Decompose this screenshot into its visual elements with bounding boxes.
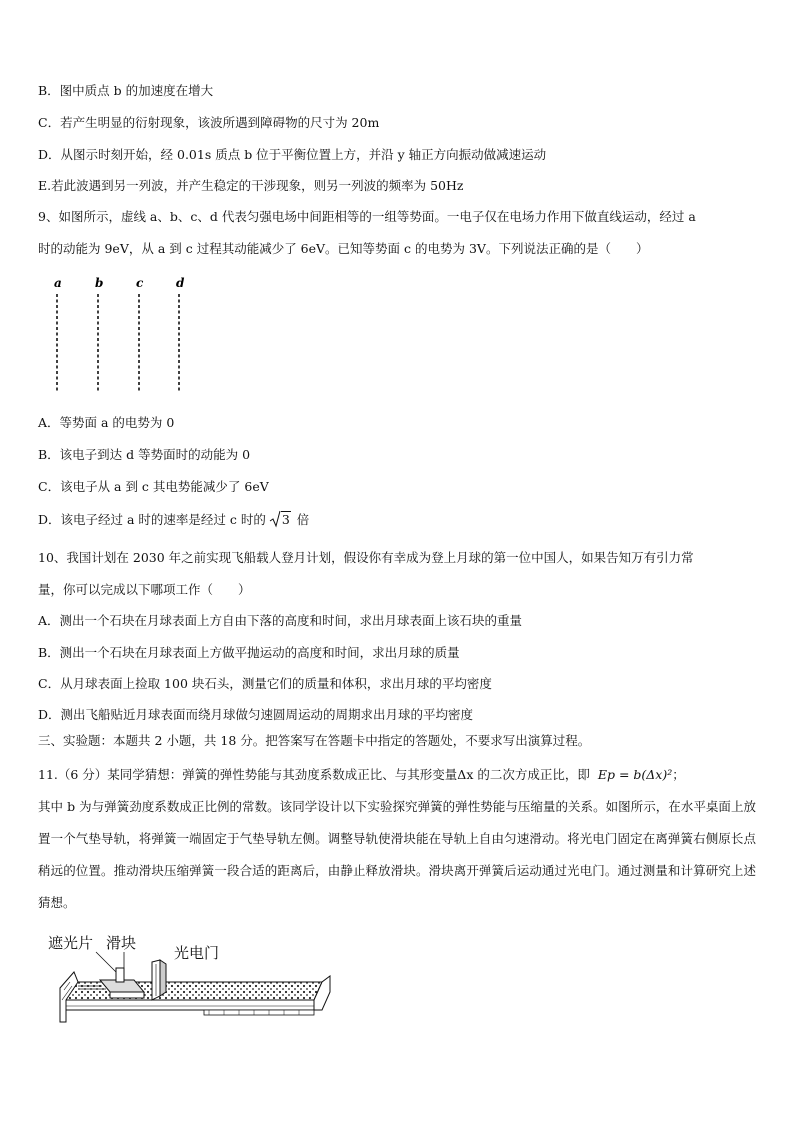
gate-label: 光电门 bbox=[174, 944, 220, 962]
q11-line1-end: ； bbox=[672, 767, 685, 782]
q9-option-d-text: D．该电子经过 a 时的速率是经过 c 时的 bbox=[38, 512, 266, 527]
q9-stem-line1: 9、如图所示，虚线 a、b、c、d 代表匀强电场中间距相等的一组等势面。一电子仅在电场力作用下做直线运动，经过 a bbox=[38, 209, 696, 224]
label-a: a bbox=[54, 276, 62, 290]
label-b: b bbox=[95, 276, 104, 290]
q9-stem-line2: 时的动能为 9eV，从 a 到 c 过程其动能减少了 6eV。已知等势面 c 的电势为 3V。下列说法正确的是（ ） bbox=[38, 241, 649, 256]
air-track-figure bbox=[44, 930, 344, 1030]
label-d: d bbox=[176, 276, 185, 290]
label-c: c bbox=[136, 276, 144, 290]
sqrt-radicand: 3 bbox=[281, 512, 290, 527]
q11-line1-text: 11.（6 分）某同学猜想：弹簧的弹性势能与其劲度系数成正比、与其形变量Δx 的二次方成正比，即 bbox=[38, 767, 590, 782]
q8-option-c: C．若产生明显的衍射现象，该波所遇到障碍物的尺寸为 20m bbox=[38, 115, 380, 130]
q11-paragraph: 其中 b 为与弹簧劲度系数成正比例的常数。该同学设计以下实验探究弹簧的弹性势能与压缩量的关系。如图所示，在水平桌面上放置一个气垫导轨，将弹簧一端固定于气垫导轨左侧。调整导轨使滑块能在导轨上自由匀速滑动。将光电门固定在离弹簧右侧原长点稍远的位置。推动滑块压缩弹簧一段合适的距离后，由静止释放滑块。滑块离开弹簧后运动通过光电门。通过测量和计算研究上述猜想。 bbox=[38, 799, 756, 910]
q10-option-c: C．从月球表面上捡取 100 块石头，测量它们的质量和体积，求出月球的平均密度 bbox=[38, 676, 492, 691]
section-heading: 三、实验题：本题共 2 小题，共 18 分。把答案写在答题卡中指定的答题处，不要求写出演算过程。 bbox=[38, 733, 591, 748]
q9-option-d bbox=[38, 511, 309, 529]
q8-option-e: E.若此波遇到另一列波，并产生稳定的干涉现象，则另一列波的频率为 50Hz bbox=[38, 178, 464, 193]
q11-formula: Ep = b(Δx)² bbox=[597, 767, 673, 782]
q10-stem-line2: 量，你可以完成以下哪项工作（ ） bbox=[38, 582, 251, 597]
equipotential-figure bbox=[48, 272, 208, 392]
q10-option-b: B．测出一个石块在月球表面上方做平抛运动的高度和时间，求出月球的质量 bbox=[38, 645, 460, 660]
sqrt-symbol bbox=[272, 511, 291, 529]
q8-option-b: B．图中质点 b 的加速度在增大 bbox=[38, 83, 214, 98]
q11-line1 bbox=[38, 766, 685, 784]
radical-sign bbox=[270, 511, 282, 527]
slider-label: 滑块 bbox=[106, 934, 137, 952]
q10-option-a: A．测出一个石块在月球表面上方自由下落的高度和时间，求出月球表面上该石块的重量 bbox=[38, 613, 523, 628]
q10-stem-line1: 10、我国计划在 2030 年之前实现飞船载人登月计划，假设你有幸成为登上月球的第一位中国人，如果告知万有引力常 bbox=[38, 550, 694, 565]
q9-option-d-suffix: 倍 bbox=[296, 512, 310, 527]
q9-option-c: C．该电子从 a 到 c 其电势能减少了 6eV bbox=[38, 479, 269, 494]
q8-option-d: D．从图示时刻开始，经 0.01s 质点 b 位于平衡位置上方，并沿 y 轴正方向振动做减速运动 bbox=[38, 147, 547, 162]
q10-option-d: D．测出飞船贴近月球表面而绕月球做匀速圆周运动的周期求出月球的平均密度 bbox=[38, 707, 474, 722]
track-front bbox=[66, 1000, 314, 1010]
shade-plate bbox=[116, 968, 124, 982]
shade-label: 遮光片 bbox=[48, 934, 94, 952]
q9-option-a: A．等势面 a 的电势为 0 bbox=[38, 415, 175, 430]
q9-option-b: B．该电子到达 d 等势面时的动能为 0 bbox=[38, 447, 251, 462]
